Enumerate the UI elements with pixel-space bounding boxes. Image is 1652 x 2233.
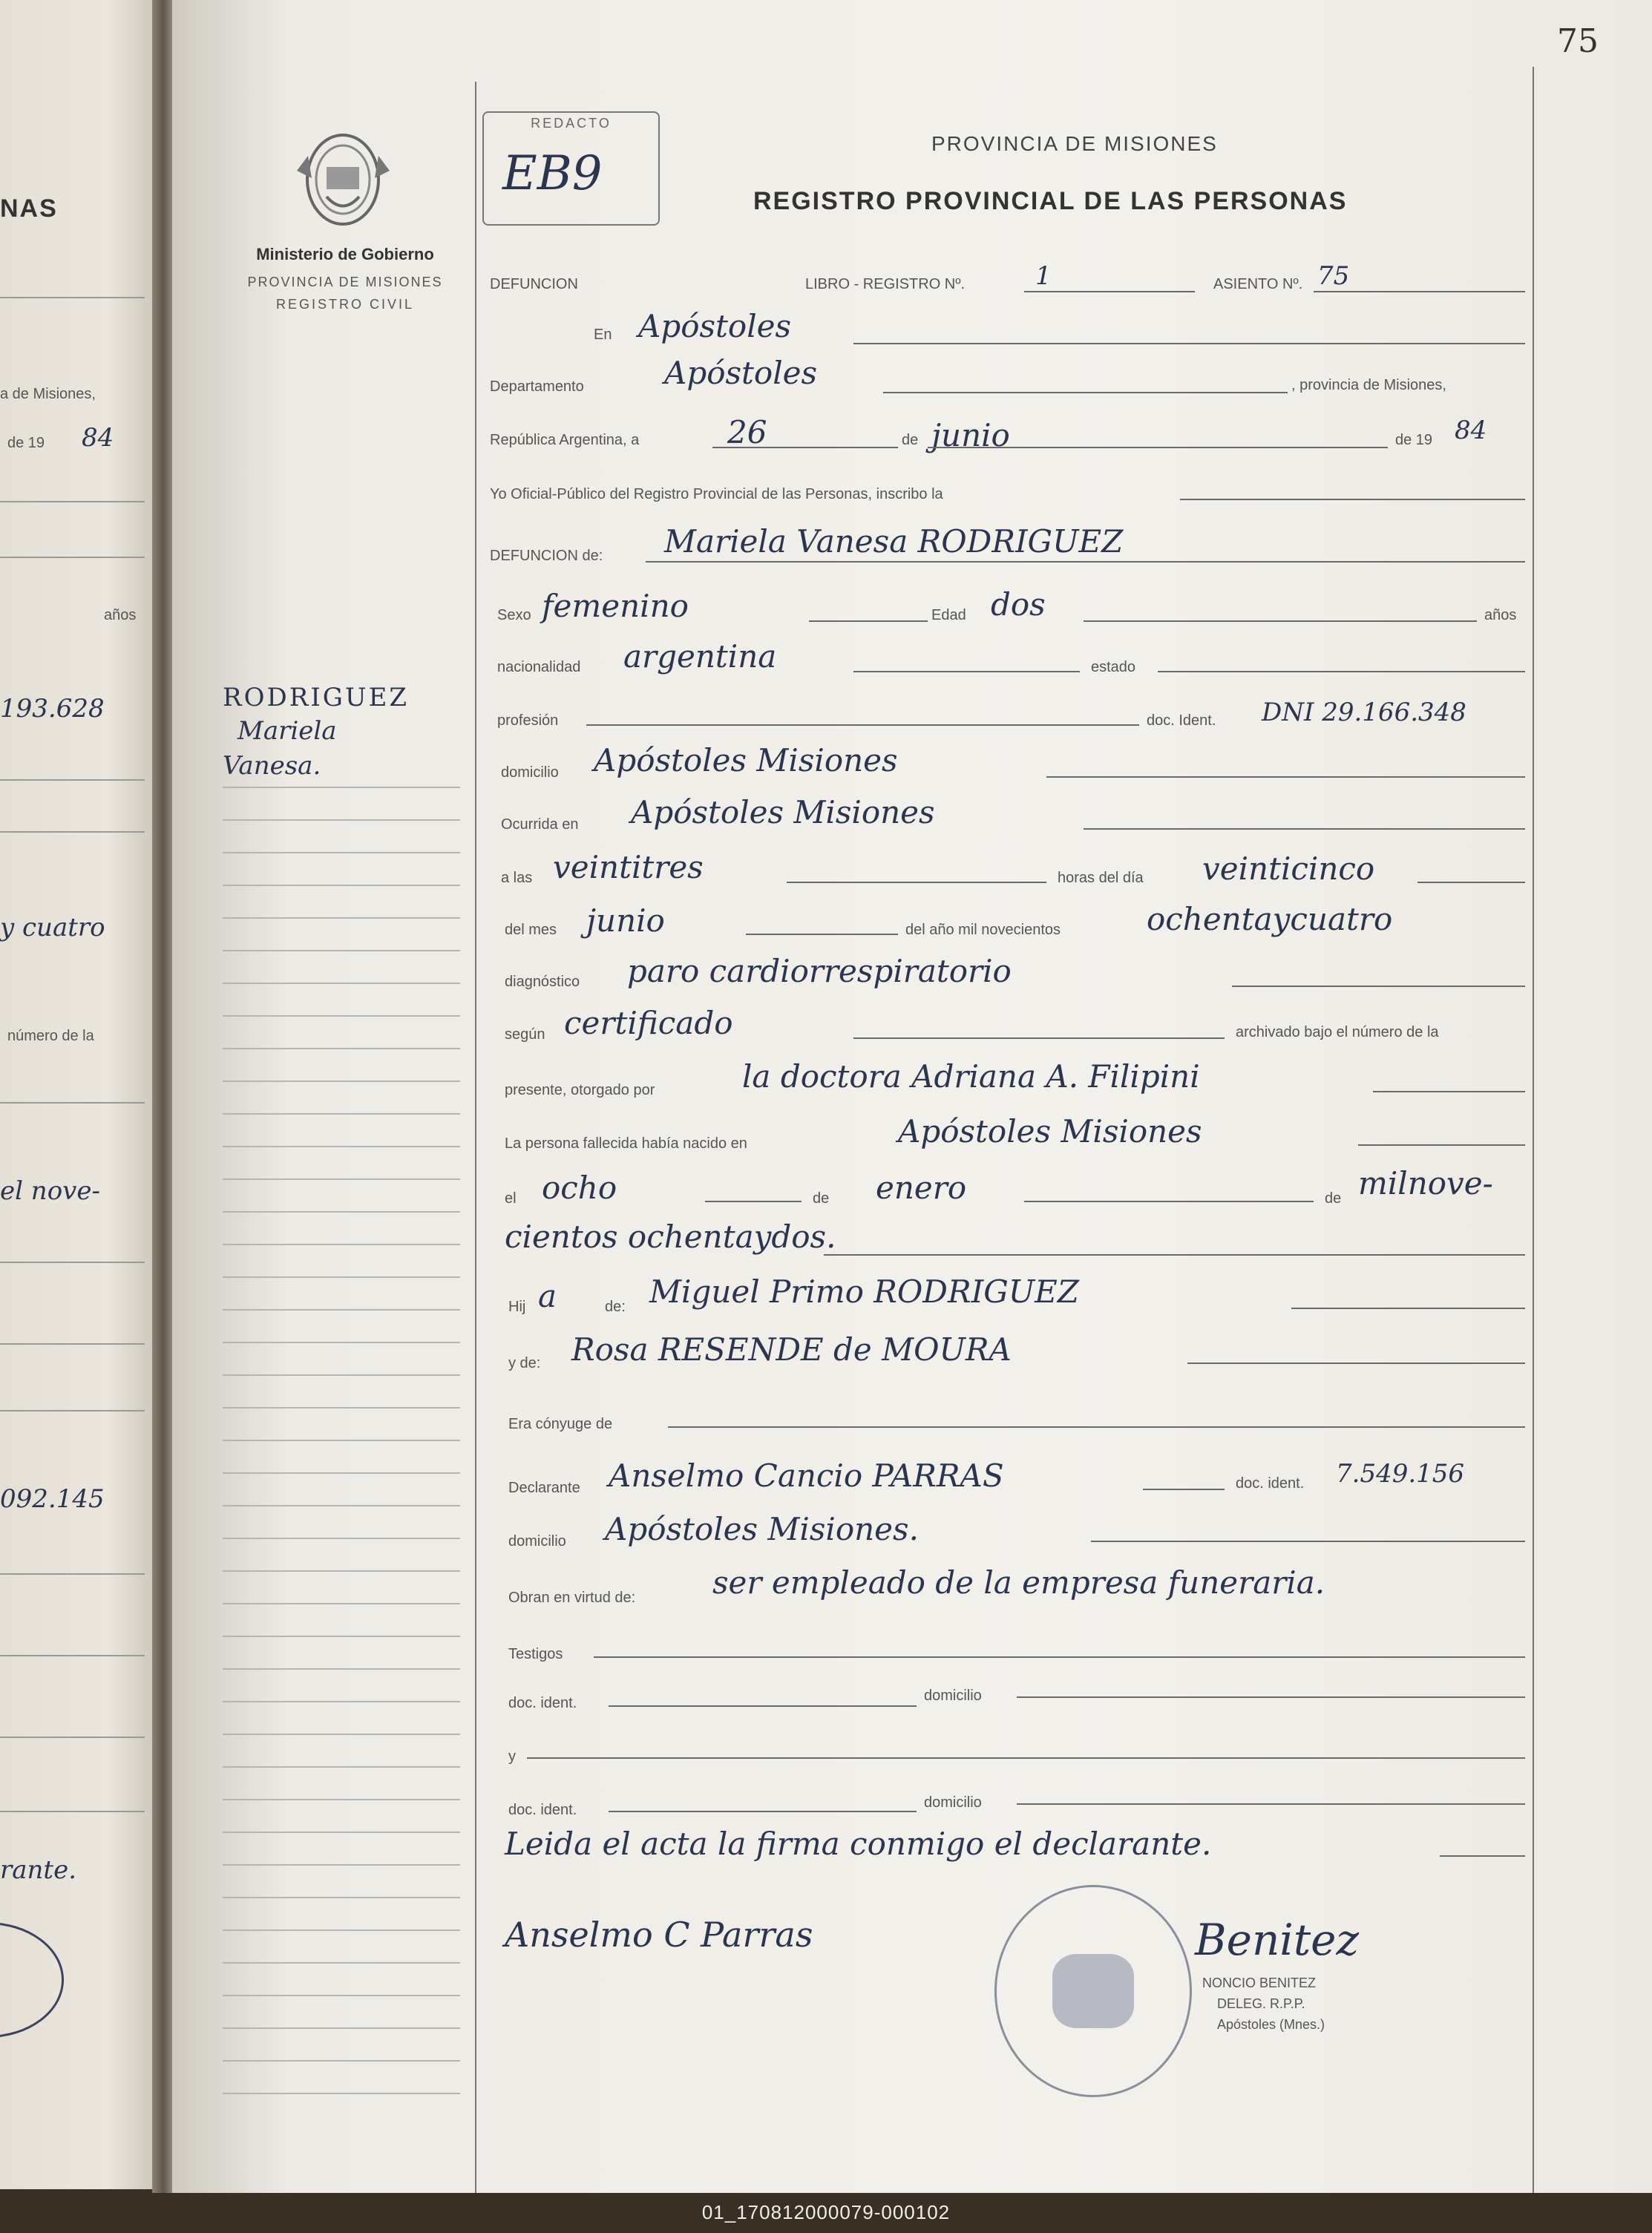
presente-label: presente, otorgado por xyxy=(505,1082,655,1098)
left-rule xyxy=(0,557,145,558)
margin-rule-line xyxy=(223,2093,460,2094)
ministry-title: Ministerio de Gobierno xyxy=(256,245,434,263)
official-place: Apóstoles (Mnes.) xyxy=(1217,2017,1325,2032)
fill-line xyxy=(1440,1855,1525,1857)
deceased-name: Mariela Vanesa RODRIGUEZ xyxy=(664,523,1124,560)
margin-rule-line xyxy=(223,1081,460,1082)
margin-rule-line xyxy=(223,1832,460,1833)
fill-line xyxy=(1180,499,1525,500)
conyuge-label: Era cónyuge de xyxy=(508,1416,613,1432)
diagnostico-label: diagnóstico xyxy=(505,974,580,990)
declarante-signature: Anselmo C Parras xyxy=(505,1915,813,1955)
fill-line xyxy=(1046,776,1525,778)
oficial-statement: Yo Oficial-Público del Registro Provincial de las Personas, inscribo la xyxy=(490,486,943,502)
margin-rule-line xyxy=(223,1636,460,1637)
fill-line xyxy=(1373,1091,1525,1092)
margin-rule-line xyxy=(223,1211,460,1213)
fill-line xyxy=(1017,1803,1525,1805)
margin-rule-line xyxy=(223,1897,460,1898)
nac-dia: ocho xyxy=(542,1170,617,1206)
nac-ano-2: cientos ochentaydos. xyxy=(505,1219,836,1255)
nac-ano-1: milnove- xyxy=(1358,1165,1493,1201)
diagnostico-value: paro cardiorrespiratorio xyxy=(627,953,1012,989)
margin-rule-line xyxy=(223,983,460,984)
record-type-label: DEFUNCION xyxy=(490,276,578,292)
testigo1-domicilio-label: domicilio xyxy=(924,1688,982,1704)
left-text: número de la xyxy=(7,1028,94,1044)
del-ano-label: del año mil novecientos xyxy=(905,922,1061,938)
fill-line xyxy=(1232,986,1525,987)
fecha-dia: 26 xyxy=(727,414,767,450)
left-handwriting: 193.628 xyxy=(0,694,105,724)
declarante-domicilio-label: domicilio xyxy=(508,1533,566,1550)
doc-ident-label: doc. Ident. xyxy=(1147,712,1216,729)
testigo2-domicilio-label: domicilio xyxy=(924,1794,982,1811)
margin-rule-line xyxy=(223,1178,460,1180)
madre-label: y de: xyxy=(508,1355,541,1371)
left-rule xyxy=(0,1102,145,1104)
left-handwriting: 092.145 xyxy=(0,1484,105,1514)
margin-rule-line xyxy=(223,885,460,886)
obran-label: Obran en virtud de: xyxy=(508,1590,636,1606)
margin-rule-line xyxy=(223,1570,460,1572)
defuncion-de-label: DEFUNCION de: xyxy=(490,548,603,564)
ocurrida-label: Ocurrida en xyxy=(501,816,579,833)
a-las-label: a las xyxy=(501,870,533,886)
margin-rule-line xyxy=(223,1048,460,1049)
fill-line xyxy=(609,1811,917,1812)
margin-rule-line xyxy=(223,1407,460,1409)
left-rule xyxy=(0,779,145,781)
margin-rule-line xyxy=(223,1374,460,1376)
left-rule xyxy=(0,297,145,298)
hora-value: veintitres xyxy=(553,849,704,885)
declarante-doc-value: 7.549.156 xyxy=(1336,1459,1465,1489)
margin-rule-line xyxy=(223,1929,460,1931)
margin-rule-line xyxy=(223,1603,460,1604)
provincia-label: , provincia de Misiones, xyxy=(1291,377,1446,393)
left-rule xyxy=(0,1262,145,1263)
coat-of-arms-icon xyxy=(293,126,393,234)
fill-line xyxy=(712,447,898,448)
nacionalidad-label: nacionalidad xyxy=(497,659,581,675)
fill-line xyxy=(1084,828,1525,830)
left-rule xyxy=(0,1410,145,1411)
margin-rule-line xyxy=(223,1701,460,1702)
margin-rule-line xyxy=(223,1309,460,1311)
seal-center xyxy=(1052,1954,1134,2028)
fill-line xyxy=(594,1656,1525,1658)
fill-line xyxy=(928,447,1388,448)
sexo-value: femenino xyxy=(542,588,689,624)
left-handwriting: rante. xyxy=(0,1855,77,1885)
margin-rule-line xyxy=(223,1276,460,1278)
obran-value: ser empleado de la empresa funeraria. xyxy=(712,1564,1325,1601)
nacido-label: La persona fallecida había nacido en xyxy=(505,1135,747,1152)
margin-rule-line xyxy=(223,1244,460,1245)
libro-value: 1 xyxy=(1035,261,1052,291)
left-handwriting: el nove- xyxy=(0,1176,100,1206)
ministry-line3: REGISTRO CIVIL xyxy=(275,297,415,312)
official-role: DELEG. R.P.P. xyxy=(1217,1996,1305,2011)
fill-line xyxy=(853,343,1525,344)
margin-rule-line xyxy=(223,1146,460,1147)
segun-value: certificado xyxy=(564,1005,733,1041)
margin-rule-line xyxy=(223,917,460,919)
margin-rule-line xyxy=(223,1995,460,1996)
madre-value: Rosa RESENDE de MOURA xyxy=(571,1331,1012,1368)
fill-line xyxy=(668,1426,1525,1428)
margin-rule-line xyxy=(223,1734,460,1735)
redacto-stamp xyxy=(482,111,660,226)
book-gutter xyxy=(152,0,174,2197)
fill-line xyxy=(646,561,1525,563)
left-rule xyxy=(0,1737,145,1738)
fill-line xyxy=(1417,882,1525,883)
ocurrida-value: Apóstoles Misiones xyxy=(631,794,935,830)
de-label: de xyxy=(813,1190,830,1207)
fill-line xyxy=(824,1254,1525,1256)
de-label: de xyxy=(902,432,919,448)
departamento-value: Apóstoles xyxy=(664,355,818,391)
fecha-ano: 84 xyxy=(1455,416,1487,445)
left-rule xyxy=(0,831,145,833)
mes-fallecimiento: junio xyxy=(586,902,665,939)
fill-line xyxy=(705,1201,802,1202)
de-label: de xyxy=(1325,1190,1342,1207)
left-text: de 19 xyxy=(7,435,45,451)
margin-rule-line xyxy=(223,1440,460,1441)
declarante-label: Declarante xyxy=(508,1480,580,1496)
left-rule xyxy=(0,501,145,502)
testigo2-label: y xyxy=(508,1748,516,1765)
left-rule xyxy=(0,1343,145,1345)
testigos-label: Testigos xyxy=(508,1646,563,1662)
margin-rule-line xyxy=(223,1342,460,1343)
fill-line xyxy=(1024,1201,1314,1202)
en-label: En xyxy=(594,327,612,343)
de-19-label: de 19 xyxy=(1395,432,1433,448)
left-rule xyxy=(0,1811,145,1812)
fill-line xyxy=(1158,671,1525,672)
official-signature: Benitez xyxy=(1195,1915,1360,1965)
margin-rule-line xyxy=(223,1668,460,1670)
ano-fallecimiento: ochentaycuatro xyxy=(1147,901,1393,937)
fill-line xyxy=(809,620,928,622)
margin-rule-line xyxy=(223,1799,460,1800)
image-identifier: 01_170812000079-000102 xyxy=(701,2201,951,2223)
registry-heading: REGISTRO PROVINCIAL DE LAS PERSONAS xyxy=(753,187,1348,215)
fill-line xyxy=(1017,1696,1525,1698)
fill-line xyxy=(883,392,1288,393)
fill-line xyxy=(1187,1363,1525,1364)
en-value: Apóstoles xyxy=(638,308,792,344)
del-mes-label: del mes xyxy=(505,922,557,938)
padre-value: Miguel Primo RODRIGUEZ xyxy=(649,1273,1079,1310)
fill-line xyxy=(1291,1308,1525,1309)
margin-rule-line xyxy=(223,2027,460,2029)
fill-line xyxy=(1091,1541,1525,1542)
fill-line xyxy=(609,1705,917,1707)
redacto-initials: EB9 xyxy=(502,146,603,201)
declarante-domicilio-value: Apóstoles Misiones. xyxy=(605,1511,919,1547)
redacto-label: REDACTO xyxy=(531,116,612,131)
fill-line xyxy=(1358,1144,1525,1146)
leida-statement: Leida el acta la firma conmigo el declarante. xyxy=(505,1826,1212,1862)
dia-fallecimiento: veinticinco xyxy=(1202,850,1375,887)
left-page-heading: NAS xyxy=(0,194,58,223)
domicilio-label: domicilio xyxy=(501,764,559,781)
margin-rule-line xyxy=(223,1505,460,1506)
segun-label: según xyxy=(505,1026,545,1043)
fill-line xyxy=(527,1757,1525,1759)
margin-rule-line xyxy=(223,2060,460,2062)
margin-rule-line xyxy=(223,1962,460,1964)
ministry-line2: PROVINCIA DE MISIONES xyxy=(247,275,443,289)
asiento-label: ASIENTO Nº. xyxy=(1213,276,1303,292)
edad-label: Edad xyxy=(931,607,966,623)
fill-line xyxy=(853,671,1080,672)
form-right-border xyxy=(1533,67,1534,2197)
nacido-value: Apóstoles Misiones xyxy=(898,1113,1202,1150)
margin-note-name2: Vanesa. xyxy=(223,751,321,781)
declarante-doc-label: doc. ident. xyxy=(1236,1475,1305,1492)
left-text: años xyxy=(104,607,137,623)
declarante-value: Anselmo Cancio PARRAS xyxy=(609,1457,1004,1494)
departamento-label: Departamento xyxy=(490,378,584,395)
nacionalidad-value: argentina xyxy=(623,638,777,675)
left-text: a de Misiones, xyxy=(0,386,96,402)
fill-line xyxy=(1143,1489,1225,1490)
margin-rule-line xyxy=(223,787,460,788)
margin-rule-line xyxy=(223,1538,460,1539)
province-heading: PROVINCIA DE MISIONES xyxy=(931,132,1218,155)
margin-rule-line xyxy=(223,819,460,821)
otorgado-value: la doctora Adriana A. Filipini xyxy=(742,1058,1200,1095)
official-name: NONCIO BENITEZ xyxy=(1202,1975,1317,1990)
doc-ident-value: DNI 29.166.348 xyxy=(1262,698,1466,727)
fill-line xyxy=(787,882,1046,883)
left-rule xyxy=(0,1573,145,1575)
margin-rule-line xyxy=(223,852,460,853)
fill-line xyxy=(853,1037,1225,1039)
padre-label: de: xyxy=(605,1299,626,1315)
margin-note-name1: Mariela xyxy=(237,716,337,746)
asiento-value: 75 xyxy=(1317,261,1350,291)
fecha-mes: junio xyxy=(931,417,1010,453)
form-left-border xyxy=(475,82,476,2197)
el-label: el xyxy=(505,1190,517,1207)
fill-line xyxy=(1084,620,1477,622)
margin-rule-line xyxy=(223,950,460,951)
left-handwriting: 84 xyxy=(82,423,114,453)
testigo2-doc-label: doc. ident. xyxy=(508,1802,577,1818)
estado-label: estado xyxy=(1091,659,1136,675)
left-handwriting: y cuatro xyxy=(0,913,105,942)
fill-line xyxy=(586,724,1139,726)
page-number: 75 xyxy=(1557,22,1599,60)
libro-label: LIBRO - REGISTRO Nº. xyxy=(805,276,966,292)
edad-value: dos xyxy=(991,586,1046,623)
official-seal-icon xyxy=(994,1885,1192,2097)
anos-label: años xyxy=(1484,607,1517,623)
left-rule xyxy=(0,1655,145,1656)
margin-rule-line xyxy=(223,1472,460,1474)
margin-rule-line xyxy=(223,1766,460,1768)
margin-rule-line xyxy=(223,1015,460,1017)
republica-label: República Argentina, a xyxy=(490,432,640,448)
hij-label: Hij xyxy=(508,1299,526,1315)
sexo-label: Sexo xyxy=(497,607,531,623)
margin-rule-line xyxy=(223,1113,460,1115)
margin-rule-line xyxy=(223,1864,460,1866)
profesion-label: profesión xyxy=(497,712,559,729)
fill-line xyxy=(1314,291,1525,292)
hija-suffix: a xyxy=(538,1278,557,1314)
domicilio-value: Apóstoles Misiones xyxy=(594,742,898,778)
fill-line xyxy=(746,934,898,935)
margin-note-surname: RODRIGUEZ xyxy=(223,683,410,712)
testigo1-doc-label: doc. ident. xyxy=(508,1695,577,1711)
fill-line xyxy=(1024,291,1195,292)
horas-label: horas del día xyxy=(1058,870,1144,886)
archivado-label: archivado bajo el número de la xyxy=(1236,1024,1439,1040)
nac-mes: enero xyxy=(876,1170,967,1206)
